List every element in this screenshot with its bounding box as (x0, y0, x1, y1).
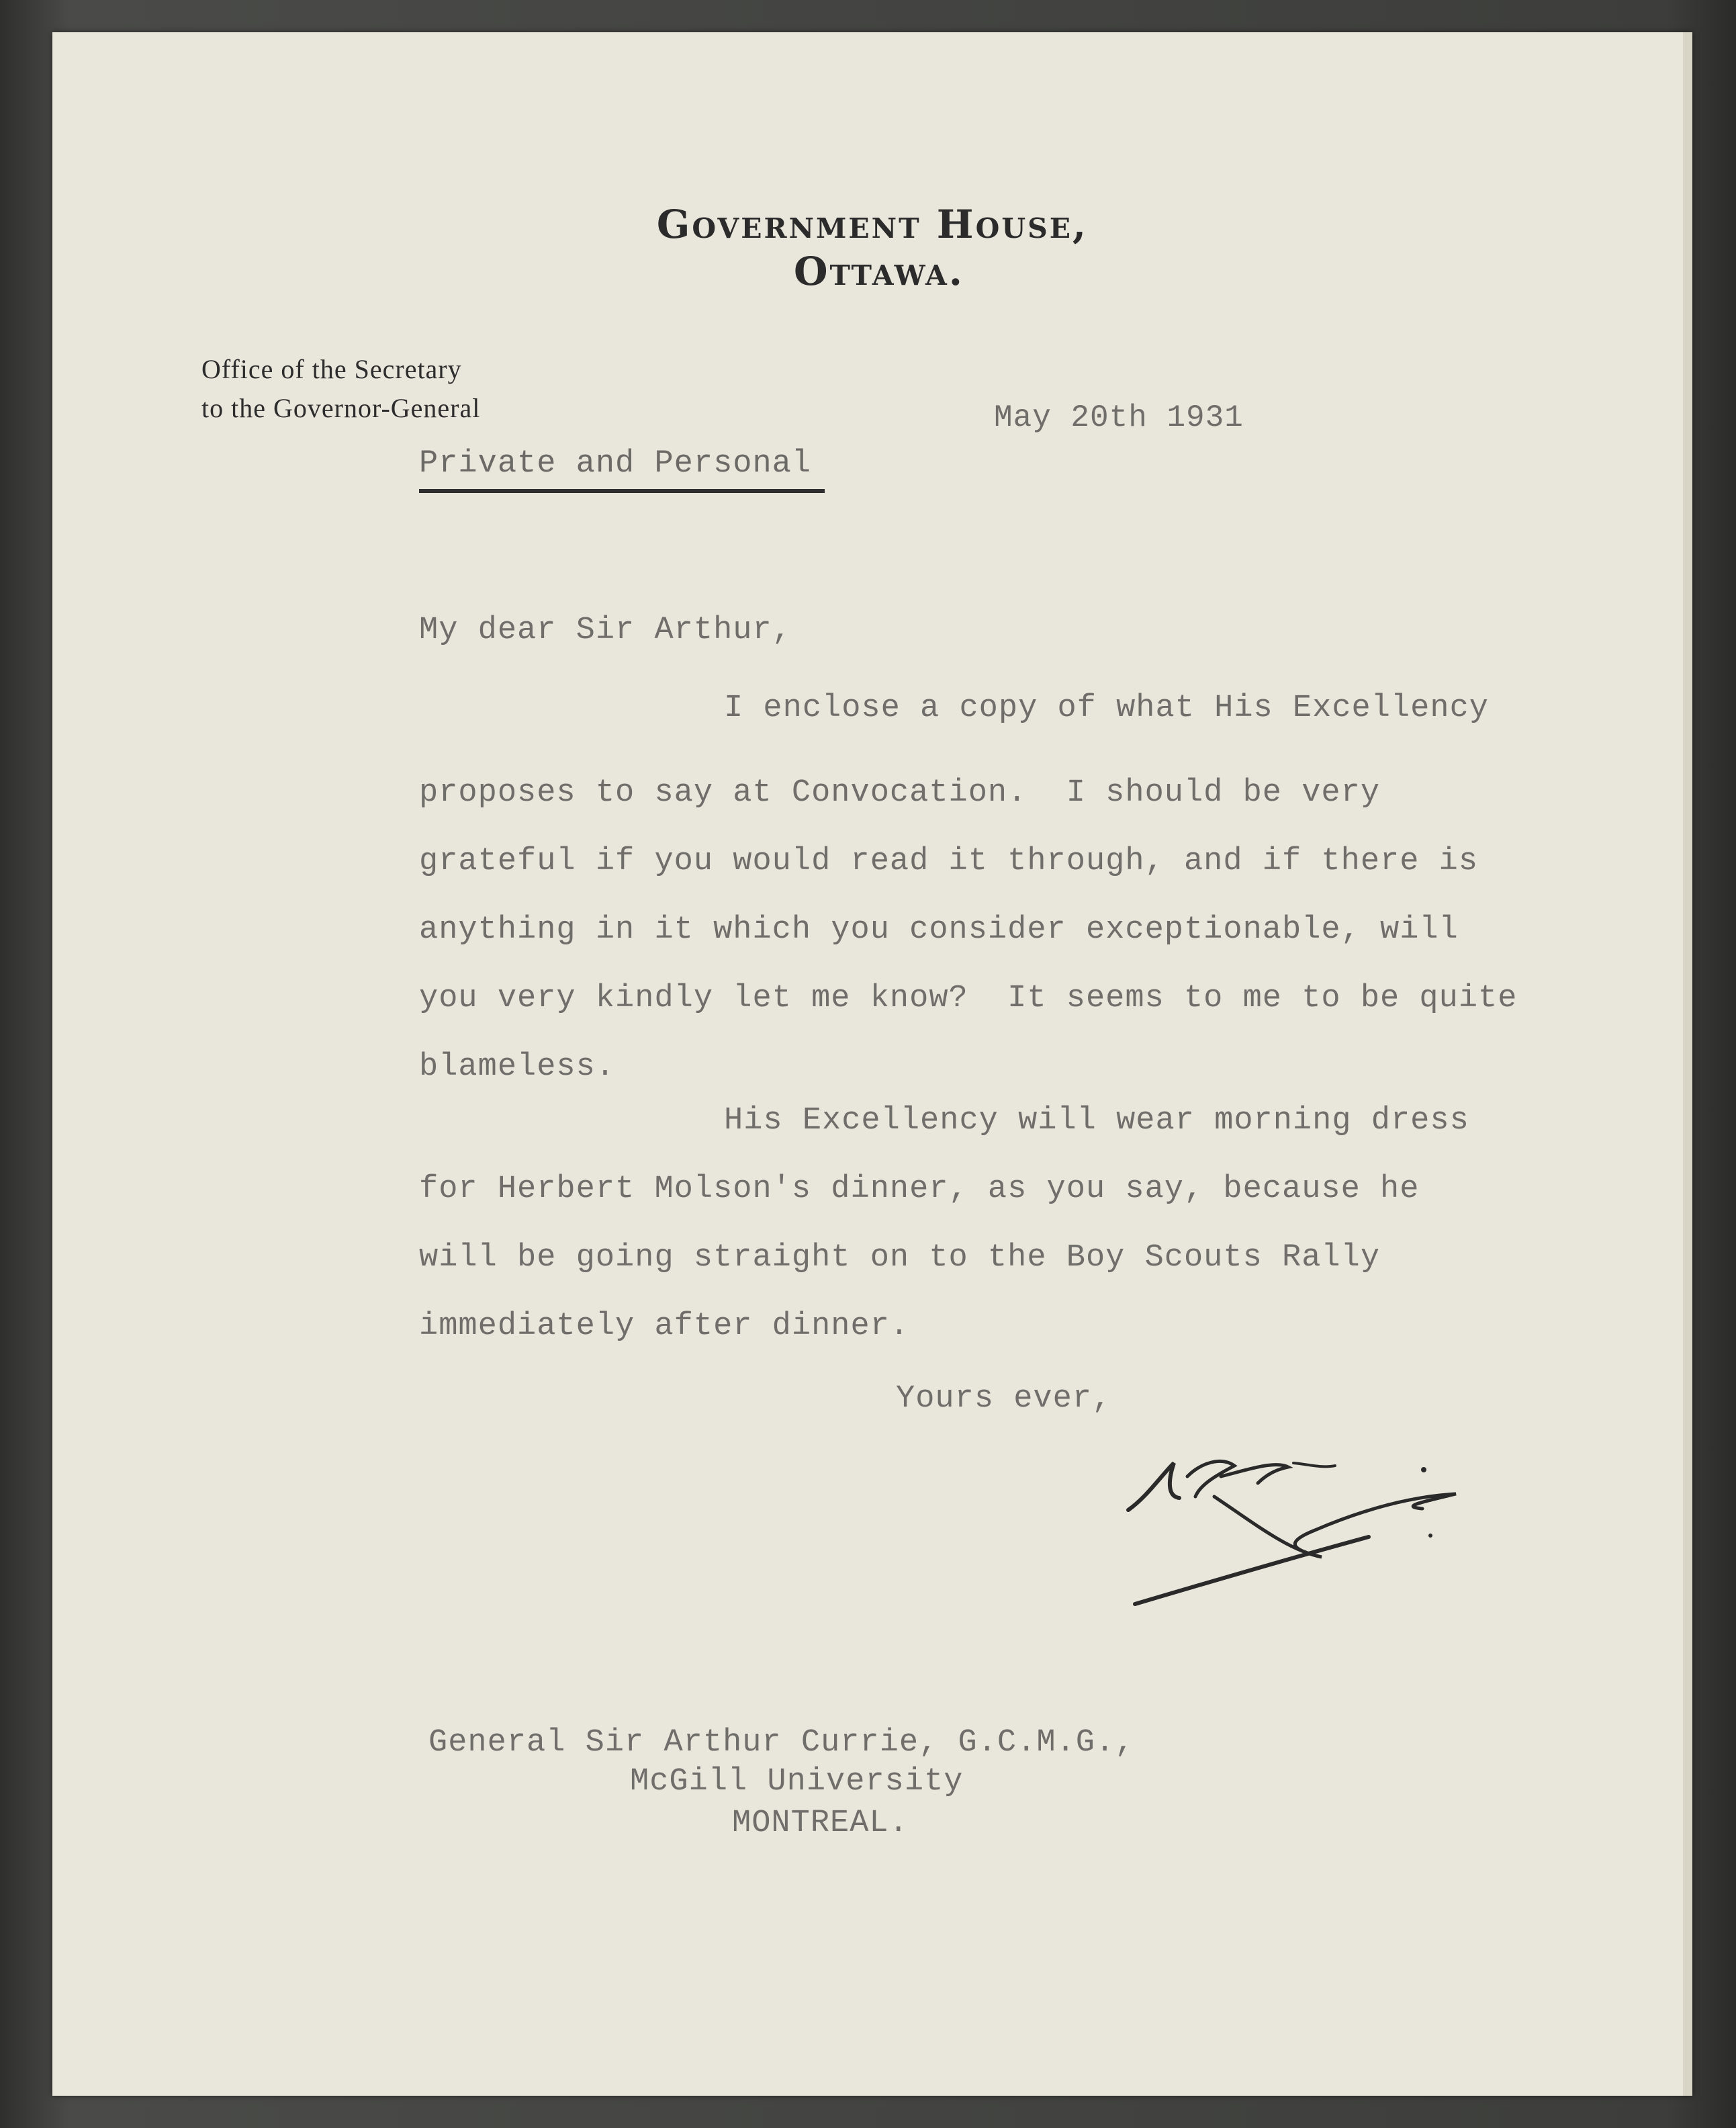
address-line-2: McGill University (630, 1764, 964, 1800)
body-p1-line-3: grateful if you would read it through, and if there is (419, 844, 1479, 879)
address-line-3: MONTREAL. (732, 1806, 909, 1841)
body-p1-line-1: I enclose a copy of what His Excellency (724, 691, 1489, 726)
letter-sheet (52, 32, 1692, 2096)
letter-date: May 20th 1931 (994, 400, 1244, 435)
private-marking-underline (419, 489, 825, 493)
sheet-edge (1683, 32, 1692, 2096)
body-p1-line-2: proposes to say at Convocation. I should be very (419, 775, 1381, 811)
body-p1-line-4: anything in it which you consider exceptionable, will (419, 912, 1459, 948)
body-p2-line-1: His Excellency will wear morning dress (724, 1103, 1469, 1139)
body-p2-line-2: for Herbert Molson's dinner, as you say, because he (419, 1171, 1420, 1207)
office-line-1: Office of the Secretary (201, 354, 462, 384)
letterhead-line-2: Ottawa. (793, 249, 965, 294)
salutation: My dear Sir Arthur, (419, 613, 792, 648)
private-marking: Private and Personal (419, 446, 812, 482)
body-p2-line-4: immediately after dinner. (419, 1309, 910, 1344)
body-p2-line-3: will be going straight on to the Boy Scouts Rally (419, 1240, 1381, 1276)
office-line-2: to the Governor-General (201, 393, 481, 423)
body-p1-line-6: blameless. (419, 1049, 616, 1085)
handwritten-signature (1120, 1416, 1496, 1631)
body-p1-line-5: you very kindly let me know? It seems to me to be quite (419, 981, 1518, 1016)
letterhead-line-1: Government House, (656, 202, 1089, 247)
closing: Yours ever, (896, 1381, 1112, 1417)
address-line-1: General Sir Arthur Currie, G.C.M.G., (428, 1725, 1135, 1761)
